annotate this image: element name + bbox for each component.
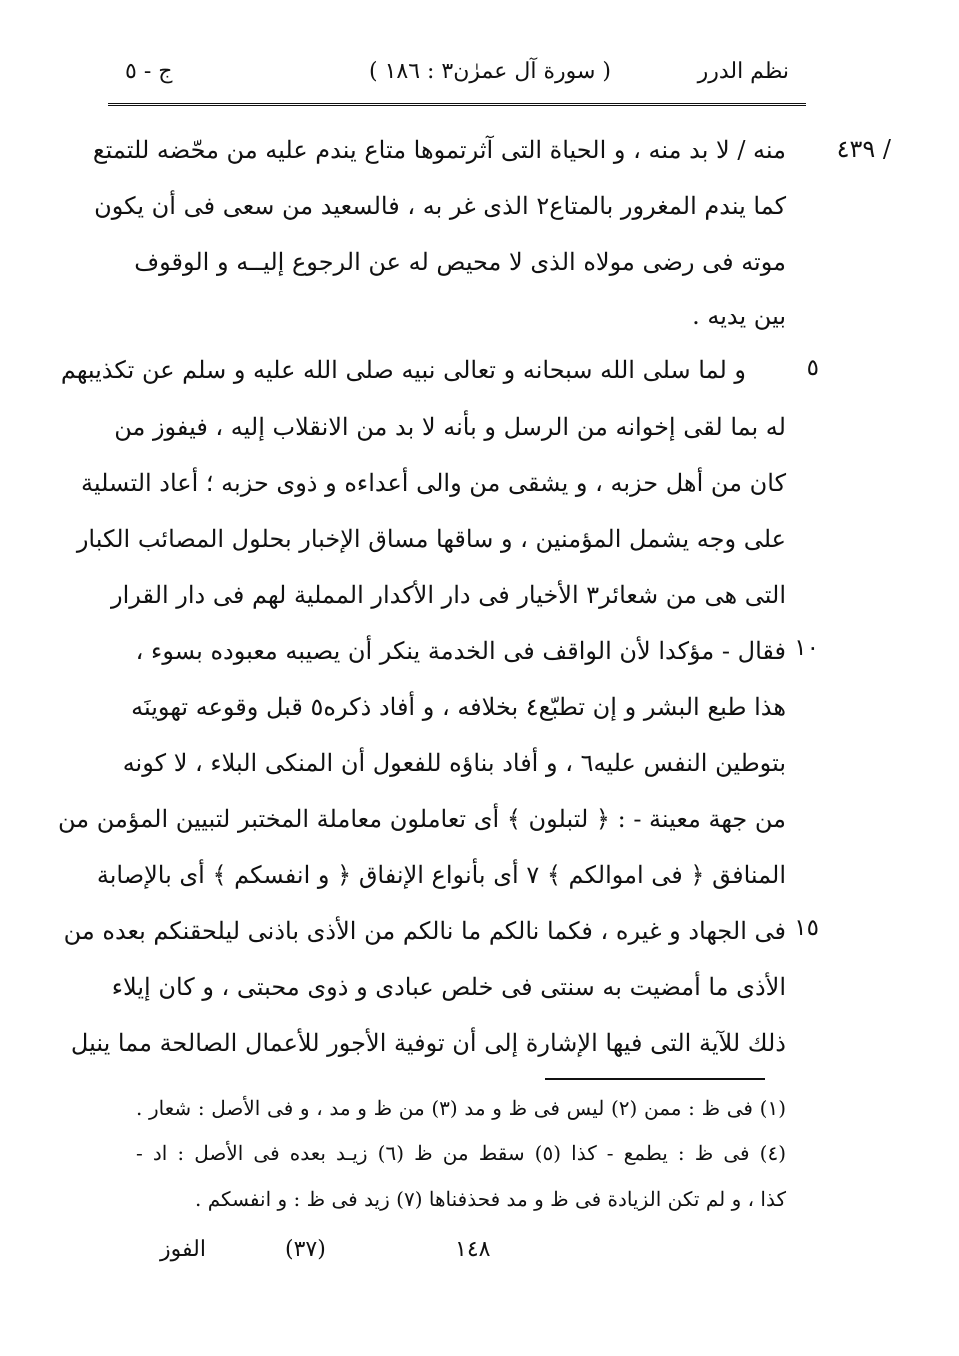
footnote-line: (٤) فى ظ : يطمع - كذا (٥) سقط من ظ (٦) زيـد بعده فى الأصل : اد - — [136, 1141, 787, 1165]
text-line: فقال - مؤكدا لأن الواقف فى الخدمة ينكر أن يصيبه معبوده بسوء ، — [135, 637, 786, 665]
running-head-surah: ( سورة آل عمرٰن٣ : ١٨٦ ) — [368, 59, 611, 84]
header-rule — [108, 103, 806, 106]
text-line: هذا طبع البشر و إن تطبّع٤ بخلافه ، و أفاد ذكره٥ قبل وقوعه تهوينَه — [131, 693, 786, 721]
original-page-marker: ٤٣٩ / — [836, 135, 891, 163]
running-head-volume: ج - ٥ — [125, 59, 173, 84]
footer-signature: (٣٧) — [285, 1237, 326, 1262]
footnote-rule — [545, 1078, 765, 1080]
text-line: من جهة معينة - : ﴿ لتبلون ﴾ أى تعاملون معاملة المختبر لتبيين المؤمن من — [58, 805, 786, 833]
footer-label: الفوز — [160, 1237, 206, 1262]
text-line: بتوطين النفس عليه٦ ، و أفاد بناؤه للفعول أن المنكى البلاء ، لا كونه — [122, 749, 786, 777]
text-line: له بما لقى إخوانه من الرسل و بأنه لا بد من الانقلاب إليه ، فيفوز من — [114, 413, 786, 441]
line-number-5: ٥ — [806, 355, 819, 381]
page-number: ١٤٨ — [455, 1237, 491, 1262]
text-line: الأذى ما أمضيت به سنتى فى خلص عبادى و ذوى محبتى ، و كان إيلاء — [111, 973, 786, 1001]
line-number-10: ١٠ — [794, 635, 819, 661]
text-line: فى الجهاد و غيره ، فكما نالكم ما نالكم من الأذى باذنى ليلحقنكم بعده من — [63, 917, 786, 945]
footnote-line: (١) فى ظ : ممن (٢) ليس فى ظ و مد (٣) من ظ و مد ، و فى الأصل : شعار . — [136, 1096, 786, 1120]
text-line: على وجه يشمل المؤمنين ، و ساقها مساق الإخبار بحلول المصائب الكبار — [76, 525, 786, 553]
text-line: كما يندم المغرور بالمتاع٢ الذى غر به ، فالسعيد من سعى فى أن يكون — [94, 192, 786, 220]
running-head-title: نظم الدرر — [697, 59, 789, 84]
text-line: المنافق ﴿ فى اموالكم ﴾ ٧ أى بأنواع الإنفاق ﴿ و انفسكم ﴾ أى بالإصابة — [96, 861, 786, 889]
text-line: و لما سلى الله سبحانه و تعالى نبيه صلى الله عليه و سلم عن تكذيبهم — [60, 356, 746, 384]
footnote-line: كذا ، و لم تكن الزيادة فى ظ و مد فحذفناها (٧) زيد فى ظ : و انفسكم . — [195, 1187, 786, 1211]
text-line: بين يديه . — [692, 302, 786, 330]
text-line: موته فى رضى مولاه الذى لا محيص له عن الرجوع إليــه و الوقوف — [134, 248, 786, 276]
text-line: ذلك للآية التى فيها الإشارة إلى أن توفية الأجور للأعمال الصالحة مما ينيل — [70, 1029, 786, 1057]
text-line: كان من أهل حزبه ، و يشقى من والى أعداءه و ذوى حزبه ؛ أعاد التسلية — [80, 469, 786, 497]
text-line: منه / لا بد منه ، و الحياة التى آثرتموها متاع يندم عليه من محّضه للتمتع — [92, 136, 786, 164]
line-number-15: ١٥ — [794, 915, 819, 941]
text-line: التى هى من شعائر٣ الأخيار فى دار الأكدار المملية لهم فى دار القرار — [111, 581, 786, 609]
